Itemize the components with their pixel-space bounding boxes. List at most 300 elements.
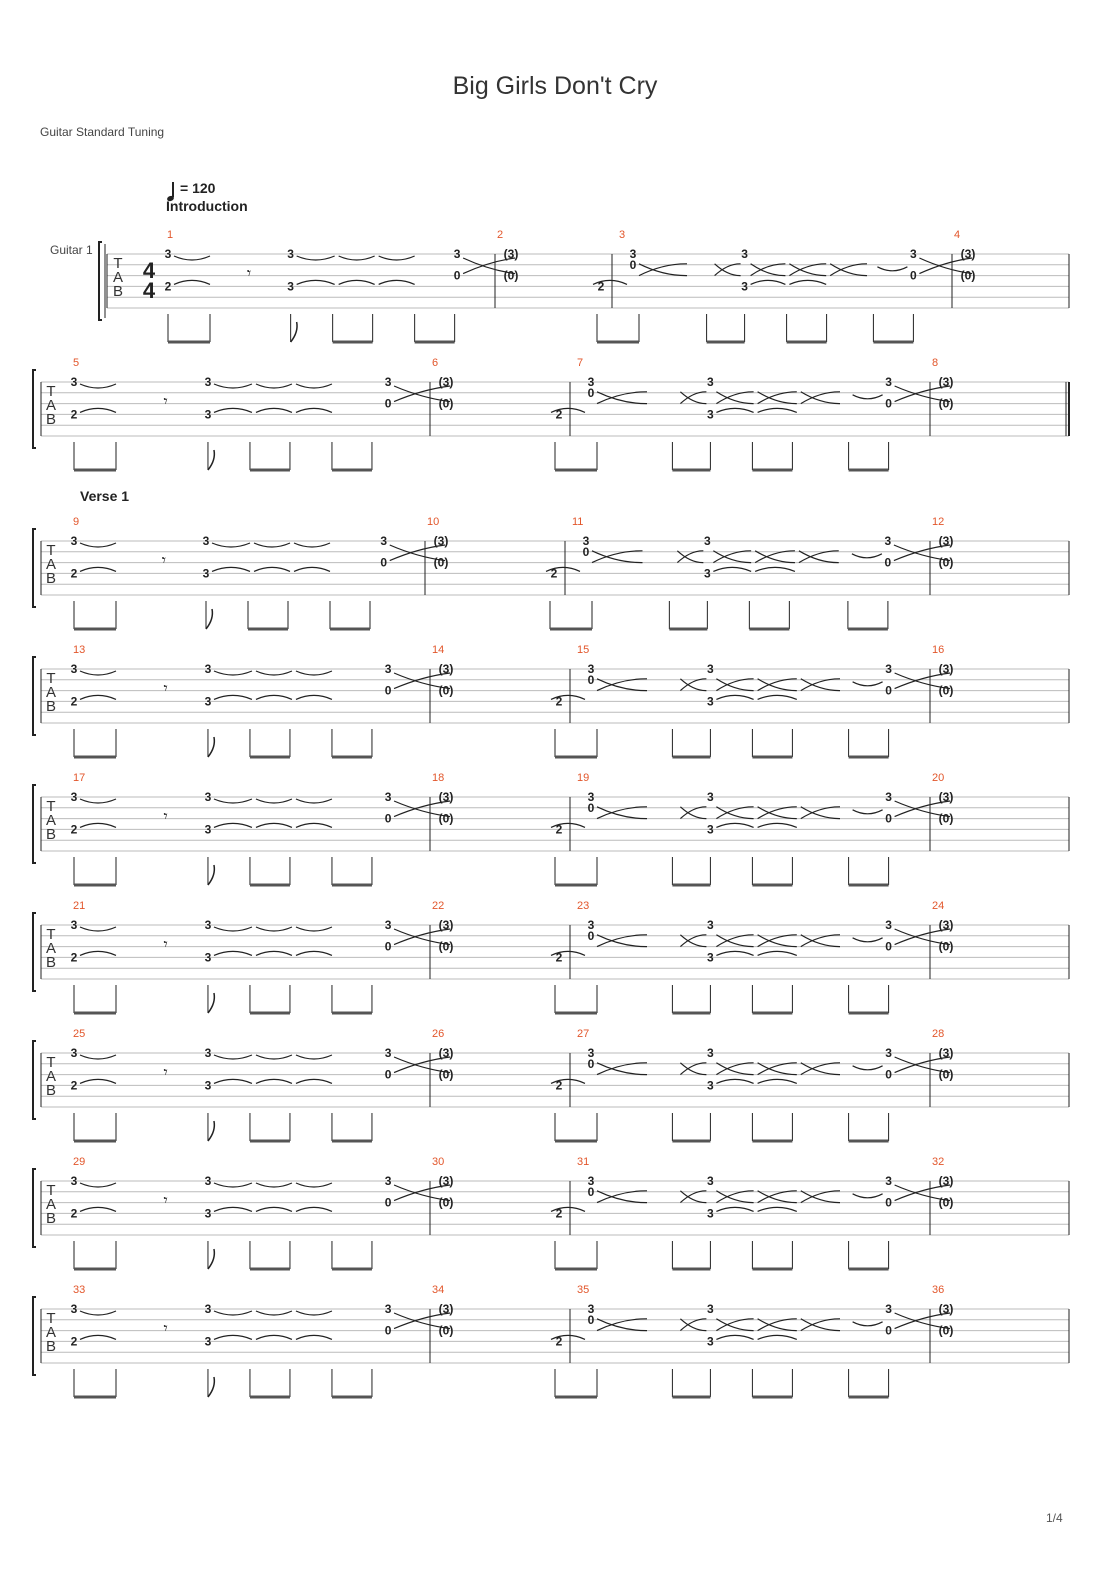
tie-arc xyxy=(296,799,332,803)
measure-number: 23 xyxy=(577,900,590,912)
tie-arc xyxy=(716,951,753,955)
measure-number: 18 xyxy=(432,772,445,784)
fret-number: 3 xyxy=(204,407,212,422)
fret-number: 3 xyxy=(384,375,392,389)
tie-arc xyxy=(853,395,883,399)
fret-number: 3 xyxy=(707,1334,714,1349)
tie-arc xyxy=(716,1191,753,1203)
fret-number: 3 xyxy=(202,566,210,581)
tie-arc xyxy=(254,543,290,547)
tie-arc xyxy=(758,1063,797,1075)
measure-number: 16 xyxy=(932,644,945,656)
measure-number: 35 xyxy=(577,1284,590,1296)
tab-clef-letter: A xyxy=(45,1196,57,1213)
tie-arc xyxy=(214,823,252,827)
tie-arc xyxy=(801,807,840,819)
tie-arc xyxy=(597,392,647,404)
tab-clef-letter: B xyxy=(45,570,57,587)
tab-clef-letter: B xyxy=(45,954,57,971)
tie-arc xyxy=(715,264,741,276)
fret-number: 0 xyxy=(885,1323,892,1338)
fret-number: 3 xyxy=(582,534,590,548)
tie-arc xyxy=(680,1063,706,1075)
tie-arc xyxy=(853,938,883,942)
tab-clef-letter: T xyxy=(46,926,56,943)
tab-clef-letter: T xyxy=(113,255,123,272)
tie-arc xyxy=(680,1191,706,1203)
tie-arc xyxy=(716,1191,753,1203)
tie-arc xyxy=(853,1322,883,1326)
tie-arc xyxy=(716,935,753,947)
fret-number-tied: (0) xyxy=(938,1323,954,1338)
fret-number: 3 xyxy=(204,790,212,804)
time-signature-top: 4 xyxy=(142,258,156,283)
fret-number: 2 xyxy=(597,279,605,294)
note-flag xyxy=(208,450,214,470)
fret-number: 3 xyxy=(70,1174,78,1188)
tie-arc xyxy=(758,679,797,691)
fret-number: 3 xyxy=(704,566,711,581)
eighth-rest-icon: 𝄾 xyxy=(163,1064,168,1082)
tie-arc xyxy=(758,807,797,819)
tie-arc xyxy=(680,1191,706,1203)
fret-number: 3 xyxy=(587,662,595,676)
fret-number: 3 xyxy=(453,247,461,261)
system-bracket xyxy=(33,657,36,735)
tie-arc xyxy=(256,408,292,412)
tie-arc xyxy=(853,682,883,686)
tie-arc xyxy=(758,935,797,947)
tie-arc xyxy=(677,551,703,563)
fret-number: 0 xyxy=(885,683,892,698)
tie-arc xyxy=(597,1063,647,1075)
tie-arc xyxy=(80,927,116,931)
fret-number: 2 xyxy=(70,1334,78,1349)
tie-arc xyxy=(853,1066,883,1070)
tie-arc xyxy=(296,695,332,699)
tie-arc xyxy=(830,264,867,276)
tie-arc xyxy=(256,823,292,827)
fret-number: 3 xyxy=(204,375,212,389)
tie-arc xyxy=(597,679,647,691)
fret-number: 3 xyxy=(707,918,714,932)
system-bracket xyxy=(99,242,102,320)
tie-arc xyxy=(801,1063,840,1075)
fret-number-tied: (3) xyxy=(938,790,954,804)
tie-arc xyxy=(758,1207,797,1211)
eighth-rest-icon: 𝄾 xyxy=(161,552,166,570)
fret-number: 3 xyxy=(70,1046,78,1060)
fret-number: 3 xyxy=(384,662,392,676)
measure-number: 1 xyxy=(167,229,174,241)
tie-arc xyxy=(214,1183,252,1187)
tie-arc xyxy=(639,264,687,276)
fret-number: 3 xyxy=(204,822,212,837)
tie-arc xyxy=(214,1311,252,1315)
fret-number: 3 xyxy=(707,407,714,422)
tie-arc xyxy=(296,1335,332,1339)
fret-number: 3 xyxy=(587,1046,595,1060)
tie-arc xyxy=(751,264,786,276)
note-flag xyxy=(208,865,214,885)
fret-number: 3 xyxy=(707,790,714,804)
fret-number: 2 xyxy=(70,1206,78,1221)
tie-arc xyxy=(256,1079,292,1083)
tie-arc xyxy=(296,1207,332,1211)
fret-number: 3 xyxy=(741,247,748,261)
tab-clef-letter: A xyxy=(45,1068,57,1085)
fret-number: 3 xyxy=(885,1174,892,1188)
fret-number: 3 xyxy=(164,247,172,261)
tie-arc xyxy=(716,392,753,404)
tie-arc xyxy=(597,1063,647,1075)
tie-arc xyxy=(379,256,415,260)
tie-arc xyxy=(639,264,687,276)
tie-arc xyxy=(758,1063,797,1075)
system-bracket xyxy=(33,1041,36,1119)
fret-number: 3 xyxy=(204,1206,212,1221)
tie-arc xyxy=(758,935,797,947)
note-flag xyxy=(208,1249,214,1269)
fret-number-tied: (3) xyxy=(938,1046,954,1060)
fret-number: 0 xyxy=(884,555,892,570)
fret-number: 3 xyxy=(287,247,294,261)
measure-number: 21 xyxy=(73,900,86,912)
fret-number: 3 xyxy=(707,950,714,965)
measure-number: 15 xyxy=(577,644,590,656)
measure-number: 22 xyxy=(432,900,445,912)
fret-number: 3 xyxy=(70,375,78,389)
fret-number: 3 xyxy=(587,1174,595,1188)
tie-arc xyxy=(294,567,330,571)
tie-arc xyxy=(680,935,706,947)
fret-number: 0 xyxy=(384,683,392,698)
tie-arc xyxy=(296,671,332,675)
tie-arc xyxy=(801,1191,840,1203)
fret-number-tied: (3) xyxy=(438,662,454,676)
fret-number-tied: (3) xyxy=(438,1174,454,1188)
tie-arc xyxy=(716,1063,753,1075)
tie-arc xyxy=(80,951,116,955)
fret-number: 3 xyxy=(287,279,294,294)
fret-number-tied: (3) xyxy=(938,534,954,548)
tuning-label: Guitar Standard Tuning xyxy=(40,125,165,139)
fret-number-tied: (0) xyxy=(438,396,454,411)
fret-number: 3 xyxy=(707,694,714,709)
tie-arc xyxy=(296,1055,332,1059)
tie-arc xyxy=(80,823,116,827)
fret-number: 2 xyxy=(70,694,78,709)
fret-number: 0 xyxy=(587,1056,595,1071)
fret-number: 3 xyxy=(204,662,212,676)
tie-arc xyxy=(680,1319,706,1331)
measure-number: 26 xyxy=(432,1028,445,1040)
tie-arc xyxy=(853,810,883,814)
tie-arc xyxy=(801,1319,840,1331)
fret-number: 0 xyxy=(885,396,892,411)
tab-clef-letter: A xyxy=(45,812,57,829)
fret-number-tied: (0) xyxy=(938,1195,954,1210)
fret-number-tied: (3) xyxy=(960,247,976,261)
tie-arc xyxy=(716,1319,753,1331)
eighth-rest-icon: 𝄾 xyxy=(163,936,168,954)
tie-arc xyxy=(214,384,252,388)
tie-arc xyxy=(755,551,795,563)
tie-arc xyxy=(801,679,840,691)
fret-number-tied: (3) xyxy=(503,247,519,261)
tie-arc xyxy=(801,807,840,819)
tie-arc xyxy=(296,823,332,827)
tie-arc xyxy=(758,408,797,412)
measure-number: 5 xyxy=(73,357,80,369)
note-flag xyxy=(208,1377,214,1397)
fret-number: 3 xyxy=(380,534,388,548)
fret-number-tied: (3) xyxy=(938,375,954,389)
tie-arc xyxy=(755,567,795,571)
fret-number-tied: (3) xyxy=(938,662,954,676)
measure-number: 28 xyxy=(932,1028,945,1040)
tie-arc xyxy=(801,392,840,404)
tab-clef-letter: T xyxy=(46,670,56,687)
measure-number: 30 xyxy=(432,1156,445,1168)
tie-arc xyxy=(758,392,797,404)
tie-arc xyxy=(852,554,882,558)
tie-arc xyxy=(716,935,753,947)
tie-arc xyxy=(713,551,751,563)
fret-number: 0 xyxy=(384,811,392,826)
tie-arc xyxy=(297,280,335,284)
fret-number: 2 xyxy=(555,407,563,422)
tie-arc xyxy=(339,256,375,260)
fret-number-tied: (0) xyxy=(433,555,449,570)
fret-number-tied: (3) xyxy=(438,918,454,932)
eighth-rest-icon: 𝄾 xyxy=(163,393,168,411)
tie-arc xyxy=(751,280,786,284)
tie-arc xyxy=(801,935,840,947)
tie-arc xyxy=(256,1311,292,1315)
fret-number-tied: (3) xyxy=(433,534,449,548)
fret-number: 3 xyxy=(707,1078,714,1093)
fret-number: 2 xyxy=(555,822,563,837)
tie-arc xyxy=(680,679,706,691)
tab-clef-letter: T xyxy=(46,1310,56,1327)
fret-number: 0 xyxy=(587,672,595,687)
tie-arc xyxy=(758,1319,797,1331)
tie-arc xyxy=(214,1335,252,1339)
tie-arc xyxy=(716,807,753,819)
section-verse-1: Verse 1 xyxy=(80,488,130,504)
tie-arc xyxy=(597,1191,647,1203)
measure-number: 33 xyxy=(73,1284,86,1296)
fret-number: 2 xyxy=(555,1206,563,1221)
tie-arc xyxy=(214,1079,252,1083)
fret-number: 3 xyxy=(384,1174,392,1188)
tie-arc xyxy=(256,384,292,388)
tie-arc xyxy=(680,392,706,404)
section-introduction: Introduction xyxy=(166,198,248,214)
tie-arc xyxy=(296,1079,332,1083)
tie-arc xyxy=(716,1063,753,1075)
tie-arc xyxy=(716,392,753,404)
fret-number: 3 xyxy=(70,790,78,804)
tie-arc xyxy=(339,280,375,284)
fret-number-tied: (0) xyxy=(938,811,954,826)
song-title: Big Girls Don't Cry xyxy=(452,72,658,100)
tie-arc xyxy=(212,567,250,571)
tie-arc xyxy=(214,799,252,803)
tie-arc xyxy=(80,1311,116,1315)
tie-arc xyxy=(174,256,210,260)
tie-arc xyxy=(680,807,706,819)
tie-arc xyxy=(680,392,706,404)
tab-clef-letter: A xyxy=(45,556,57,573)
fret-number: 3 xyxy=(704,534,711,548)
tab-clef-letter: B xyxy=(45,1338,57,1355)
tie-arc xyxy=(597,1319,647,1331)
fret-number: 3 xyxy=(885,375,892,389)
measure-number: 17 xyxy=(73,772,86,784)
tie-arc xyxy=(80,799,116,803)
tie-arc xyxy=(716,1335,753,1339)
tie-arc xyxy=(597,807,647,819)
tie-arc xyxy=(592,551,643,563)
measure-number: 6 xyxy=(432,357,439,369)
fret-number: 0 xyxy=(910,268,917,283)
tie-arc xyxy=(799,551,839,563)
fret-number: 3 xyxy=(204,1046,212,1060)
tie-arc xyxy=(801,935,840,947)
fret-number: 0 xyxy=(885,1067,892,1082)
tie-arc xyxy=(214,408,252,412)
fret-number: 3 xyxy=(885,662,892,676)
tie-arc xyxy=(758,1191,797,1203)
tab-clef-letter: B xyxy=(45,698,57,715)
tie-arc xyxy=(256,671,292,675)
eighth-rest-icon: 𝄾 xyxy=(163,808,168,826)
fret-number-tied: (0) xyxy=(938,555,954,570)
tie-arc xyxy=(758,695,797,699)
tab-clef-letter: B xyxy=(45,411,57,428)
fret-number: 2 xyxy=(550,566,558,581)
tab-clef-letter: A xyxy=(112,269,124,286)
fret-number: 3 xyxy=(741,279,748,294)
tie-arc xyxy=(256,799,292,803)
tie-arc xyxy=(80,1335,116,1339)
fret-number: 3 xyxy=(384,1046,392,1060)
tab-clef-letter: A xyxy=(45,684,57,701)
eighth-rest-icon: 𝄾 xyxy=(163,1192,168,1210)
measure-number: 20 xyxy=(932,772,945,784)
tie-arc xyxy=(716,679,753,691)
tie-arc xyxy=(80,543,116,547)
tab-clef-letter: A xyxy=(45,1324,57,1341)
tie-arc xyxy=(716,695,753,699)
fret-number-tied: (3) xyxy=(938,1174,954,1188)
tie-arc xyxy=(597,807,647,819)
fret-number: 2 xyxy=(555,694,563,709)
system-bracket xyxy=(33,785,36,863)
fret-number: 2 xyxy=(555,1334,563,1349)
fret-number: 3 xyxy=(204,694,212,709)
tie-arc xyxy=(296,384,332,388)
system-bracket xyxy=(33,529,36,607)
fret-number: 3 xyxy=(204,1174,212,1188)
note-flag xyxy=(208,737,214,757)
tie-arc xyxy=(80,408,116,412)
fret-number: 3 xyxy=(707,1174,714,1188)
fret-number: 0 xyxy=(885,1195,892,1210)
tie-arc xyxy=(801,679,840,691)
time-signature-bottom: 4 xyxy=(142,278,156,303)
fret-number-tied: (0) xyxy=(438,1323,454,1338)
fret-number: 3 xyxy=(587,790,595,804)
measure-number: 36 xyxy=(932,1284,945,1296)
tab-clef-letter: B xyxy=(45,1210,57,1227)
tab-clef-letter: B xyxy=(45,1082,57,1099)
tie-arc xyxy=(214,695,252,699)
fret-number-tied: (0) xyxy=(438,683,454,698)
measure-number: 4 xyxy=(954,229,961,241)
fret-number: 0 xyxy=(587,1184,595,1199)
fret-number: 2 xyxy=(70,950,78,965)
tie-arc xyxy=(597,935,647,947)
tie-arc xyxy=(758,1319,797,1331)
tie-arc xyxy=(214,1207,252,1211)
measure-number: 2 xyxy=(497,229,504,241)
fret-number-tied: (0) xyxy=(938,1067,954,1082)
fret-number: 0 xyxy=(582,544,590,559)
tie-arc xyxy=(296,1311,332,1315)
measure-number: 34 xyxy=(432,1284,445,1296)
note-flag xyxy=(206,609,212,629)
tie-arc xyxy=(214,671,252,675)
fret-number: 3 xyxy=(707,662,714,676)
fret-number: 3 xyxy=(885,918,892,932)
fret-number: 3 xyxy=(204,918,212,932)
fret-number: 3 xyxy=(885,1046,892,1060)
tie-arc xyxy=(716,1079,753,1083)
tab-clef-letter: T xyxy=(46,798,56,815)
fret-number: 3 xyxy=(707,822,714,837)
instrument-label: Guitar 1 xyxy=(50,243,93,257)
measure-number: 7 xyxy=(577,357,584,369)
fret-number: 0 xyxy=(629,257,637,272)
eighth-rest-icon: 𝄾 xyxy=(163,1320,168,1338)
tie-arc xyxy=(80,671,116,675)
tie-arc xyxy=(758,392,797,404)
fret-number: 0 xyxy=(384,1195,392,1210)
tab-clef-letter: A xyxy=(45,940,57,957)
fret-number: 3 xyxy=(587,918,595,932)
page-number: 1/4 xyxy=(1046,1511,1063,1525)
tie-arc xyxy=(256,951,292,955)
tab-clef-letter: T xyxy=(46,383,56,400)
fret-number: 3 xyxy=(707,1206,714,1221)
tie-arc xyxy=(789,264,826,276)
tie-arc xyxy=(713,567,751,571)
tie-arc xyxy=(789,264,826,276)
system-bracket xyxy=(33,913,36,991)
fret-number-tied: (0) xyxy=(438,811,454,826)
tie-arc xyxy=(297,256,335,260)
tie-arc xyxy=(680,1063,706,1075)
measure-number: 29 xyxy=(73,1156,86,1168)
fret-number-tied: (3) xyxy=(438,790,454,804)
fret-number: 0 xyxy=(885,811,892,826)
measure-number: 9 xyxy=(73,516,80,528)
tie-arc xyxy=(256,1207,292,1211)
tie-arc xyxy=(80,1183,116,1187)
